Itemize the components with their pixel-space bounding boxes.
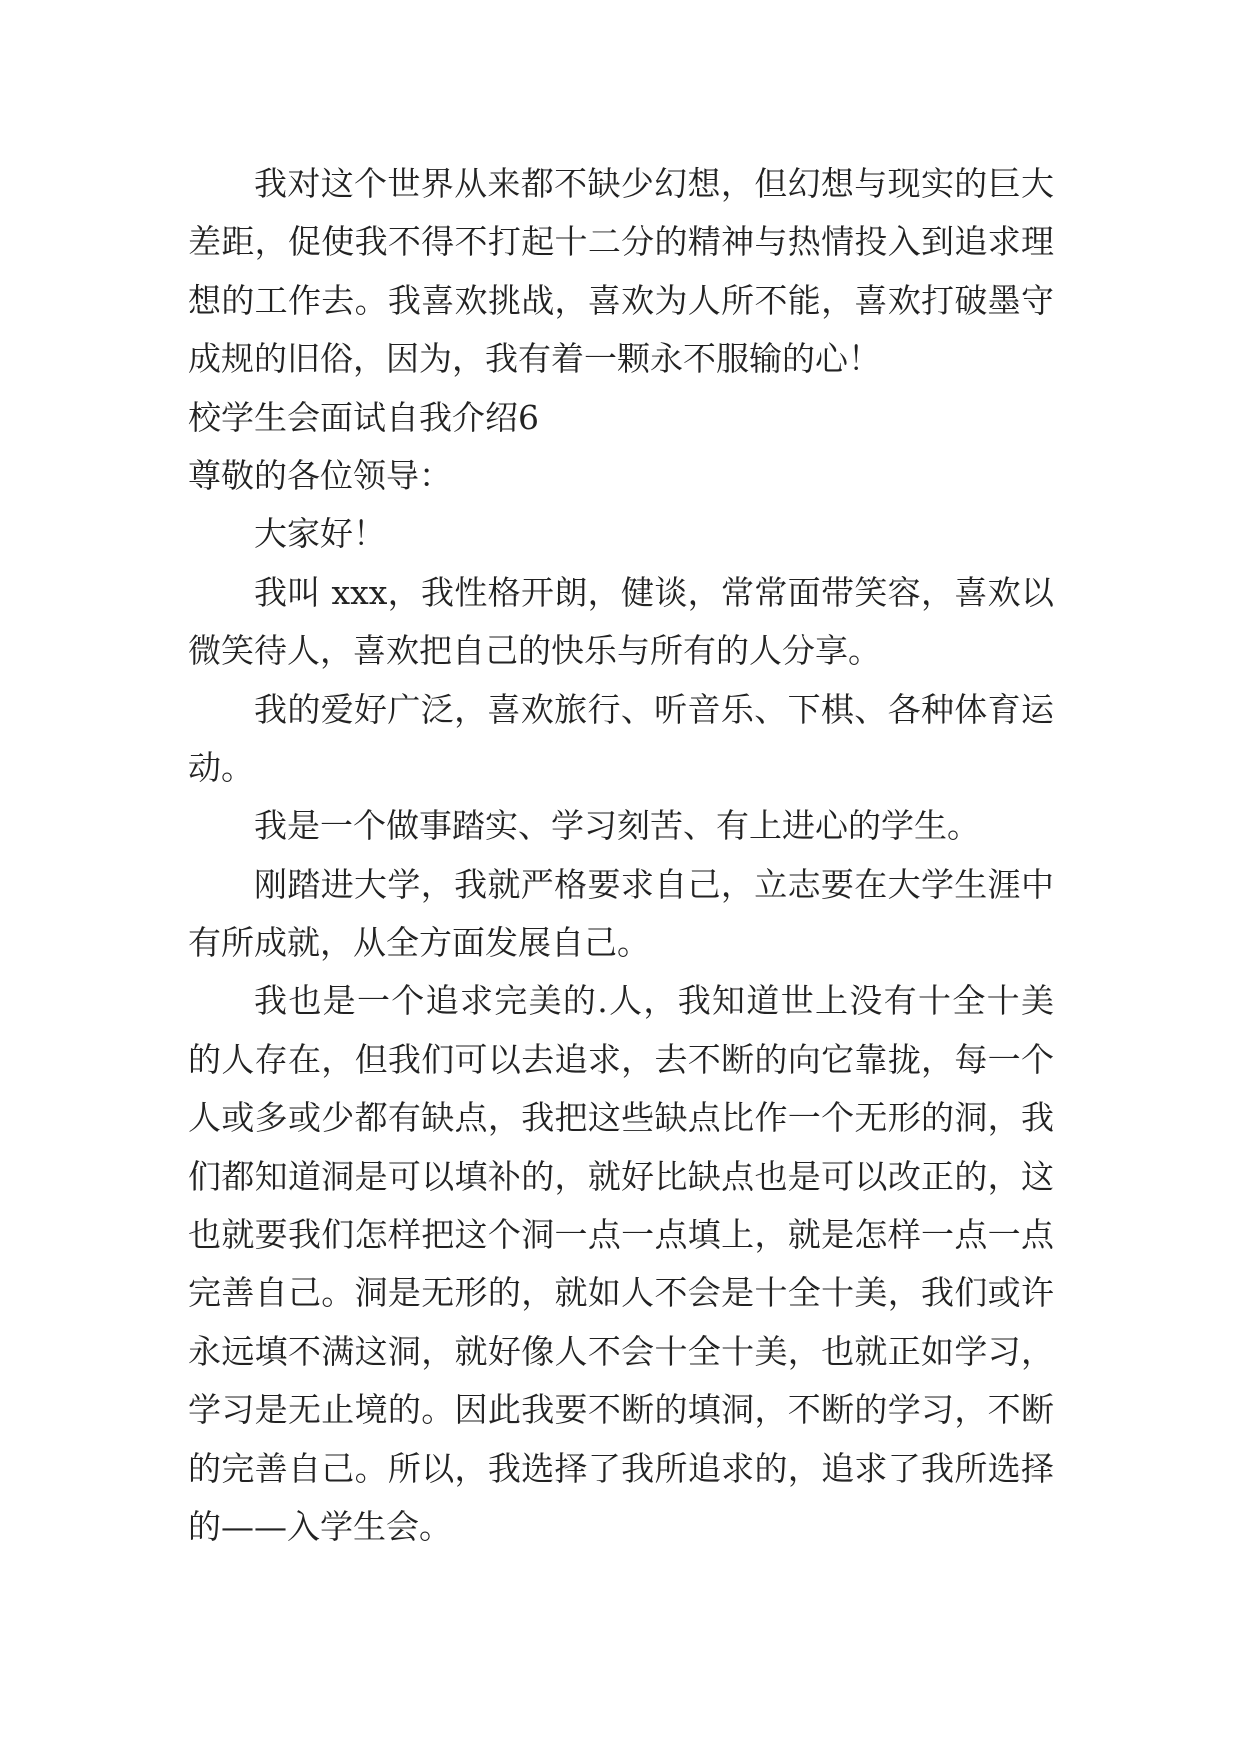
document-body (188, 155, 1054, 1556)
text-line: 完善自己。洞是无形的，就如人不会是十全十美，我们或许 (188, 1273, 1054, 1313)
text-line: 微笑待人，喜欢把自己的快乐与所有的人分享。 (188, 631, 881, 671)
paragraph-prev-section-end (188, 155, 1054, 389)
text-line: 我叫 xxx，我性格开朗，健谈，常常面带笑容，喜欢以 (254, 572, 1054, 612)
text-line: 我对这个世界从来都不缺少幻想，但幻想与现实的巨大 (254, 164, 1054, 203)
text-line: 成规的旧俗，因为，我有着一颗永不服输的心！ (188, 339, 881, 379)
section-title: 校学生会面试自我介绍6 (188, 397, 539, 437)
text-line: 有所成就，从全方面发展自己。 (188, 923, 650, 963)
text-line: 学习是无止境的。因此我要不断的填洞，不断的学习，不断 (188, 1390, 1054, 1430)
salutation-block (188, 447, 1054, 505)
text-line: 动。 (188, 747, 254, 787)
text-line: 我的爱好广泛，喜欢旅行、听音乐、下棋、各种体育运 (254, 689, 1054, 729)
greeting: 大家好！ (254, 514, 386, 554)
paragraph-character (188, 797, 1054, 855)
text-line: 的——入学生会。 (188, 1506, 452, 1546)
paragraph-intro (188, 564, 1054, 681)
text-line: 的完善自己。所以，我选择了我所追求的，追求了我所选择 (188, 1448, 1054, 1488)
text-line: 刚踏进大学，我就严格要求自己，立志要在大学生涯中 (254, 864, 1054, 904)
paragraph-university (188, 856, 1054, 973)
salutation: 尊敬的各位领导： (188, 455, 452, 495)
text-line: 的人存在，但我们可以去追求，去不断的向它靠拢，每一个 (188, 1039, 1054, 1079)
text-line: 差距，促使我不得不打起十二分的精神与热情投入到追求理 (188, 222, 1054, 262)
text-line: 也就要我们怎样把这个洞一点一点填上，就是怎样一点一点 (188, 1215, 1054, 1255)
greeting-block (188, 505, 1054, 563)
text-line: 人或多或少都有缺点，我把这些缺点比作一个无形的洞，我 (188, 1098, 1054, 1138)
text-line: 永远填不满这洞，就好像人不会十全十美，也就正如学习， (188, 1331, 1054, 1371)
section-title-block (188, 389, 1054, 447)
text-line: 们都知道洞是可以填补的，就好比缺点也是可以改正的，这 (188, 1156, 1054, 1196)
text-line: 我也是一个追求完美的.人，我知道世上没有十全十美 (254, 981, 1054, 1021)
text-line: 想的工作去。我喜欢挑战，喜欢为人所不能，喜欢打破墨守 (188, 280, 1054, 320)
text-line: 我是一个做事踏实、学习刻苦、有上进心的学生。 (254, 806, 980, 846)
paragraph-perfection (188, 972, 1054, 1556)
paragraph-hobbies (188, 681, 1054, 798)
